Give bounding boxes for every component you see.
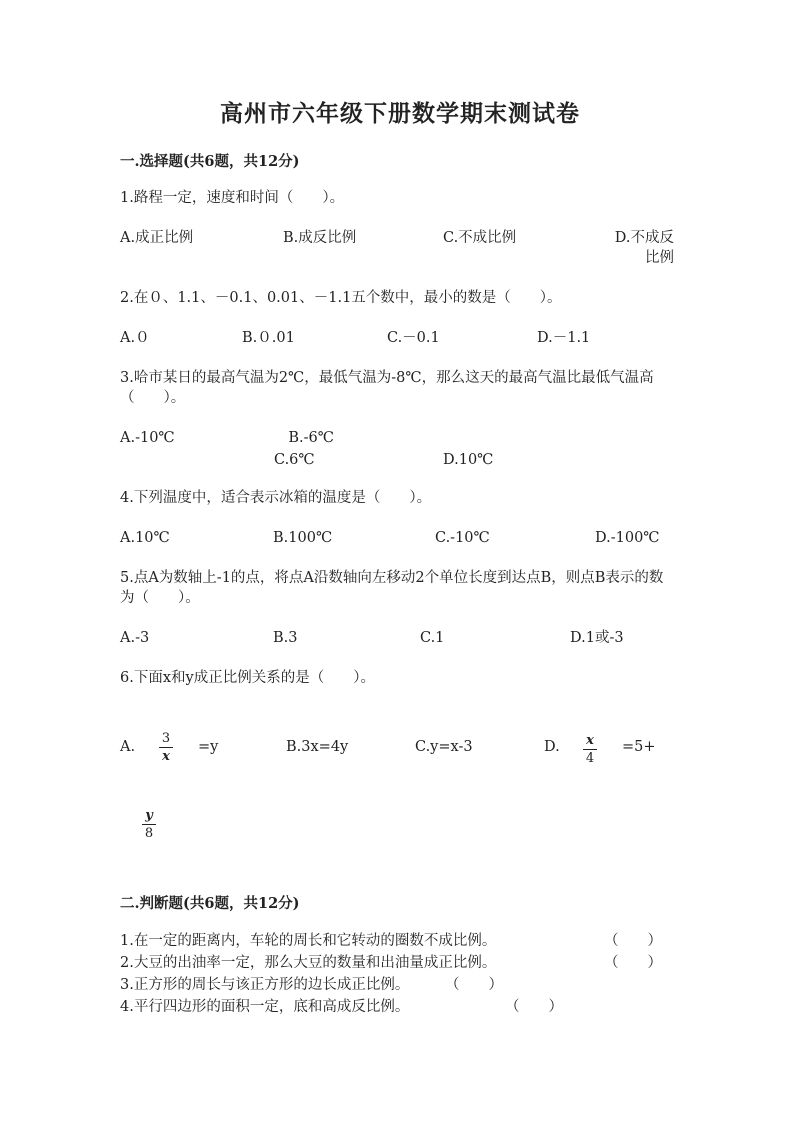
option-d: D.10℃ bbox=[443, 452, 494, 468]
fraction-x-over-4 bbox=[583, 733, 597, 766]
option-c: C.不成比例 bbox=[443, 230, 517, 246]
fraction-denominator: 8 bbox=[144, 826, 154, 841]
question-stem: 1.路程一定，速度和时间（ ）。 bbox=[120, 190, 345, 206]
option-c: C.6℃ bbox=[274, 452, 315, 468]
option-d: D.1或-3 bbox=[570, 630, 624, 646]
option-b: B.3x=4y bbox=[286, 739, 349, 755]
option-d-label: D. bbox=[544, 739, 560, 755]
option-c: C.-10℃ bbox=[435, 530, 490, 546]
fraction-numerator: y bbox=[145, 808, 153, 823]
question-stem: 4.下列温度中，适合表示冰箱的温度是（ ）。 bbox=[120, 490, 432, 506]
judgement-item: 1.在一定的距离内，车轮的周长和它转动的圈数不成比例。 bbox=[120, 933, 497, 949]
option-c: C.y=x-3 bbox=[415, 739, 473, 755]
option-d: D.不成反比例 bbox=[614, 230, 674, 266]
judgement-item: 3.正方形的周长与该正方形的边长成正比例。 bbox=[120, 977, 410, 993]
option-a: A.成正比例 bbox=[120, 230, 194, 246]
fraction-numerator: 3 bbox=[161, 731, 171, 746]
option-d-equation: =5+ bbox=[622, 739, 656, 755]
option-a-equation: =y bbox=[198, 739, 219, 755]
answer-blank[interactable]: （ ） bbox=[604, 955, 662, 971]
exam-title: 高州市六年级下册数学期末测试卷 bbox=[220, 100, 580, 127]
option-a: A.-3 bbox=[120, 630, 150, 646]
option-d: D.－1.1 bbox=[537, 330, 591, 346]
fraction-denominator: x bbox=[162, 749, 170, 764]
question-stem: 5.点A为数轴上-1的点，将点A沿数轴向左移动2个单位长度到达点B，则点B表示的数为（ ）。 bbox=[120, 570, 664, 606]
question-stem: 2.在０、1.1、－0.1、0.01、－1.1五个数中，最小的数是（ ）。 bbox=[120, 290, 562, 306]
answer-blank[interactable]: （ ） bbox=[604, 933, 662, 949]
judgement-item: 4.平行四边形的面积一定，底和高成反比例。 bbox=[120, 999, 410, 1015]
option-b: B.０.01 bbox=[242, 330, 295, 346]
fraction-bar bbox=[159, 747, 173, 748]
option-b: B.-6℃ bbox=[288, 430, 334, 446]
judgement-item: 2.大豆的出油率一定，那么大豆的数量和出油量成正比例。 bbox=[120, 955, 497, 971]
option-a: A.-10℃ bbox=[120, 430, 175, 446]
option-d: D.-100℃ bbox=[595, 530, 660, 546]
question-stem: 3.哈市某日的最高气温为2℃，最低气温为-8℃，那么这天的最高气温比最低气温高（ ）。 bbox=[120, 370, 654, 406]
option-b: B.成反比例 bbox=[283, 230, 357, 246]
fraction-3-over-x bbox=[159, 731, 173, 764]
question-stem: 6.下面x和y成正比例关系的是（ ）。 bbox=[120, 670, 375, 686]
option-a: A.０ bbox=[120, 330, 150, 346]
fraction-y-over-8 bbox=[142, 808, 156, 841]
section-heading-choice: 一.选择题(共6题，共12分) bbox=[120, 153, 300, 170]
option-a-label: A. bbox=[120, 739, 136, 755]
option-a: A.10℃ bbox=[120, 530, 170, 546]
answer-blank[interactable]: （ ） bbox=[505, 999, 563, 1015]
answer-blank[interactable]: （ ） bbox=[445, 977, 503, 993]
option-b: B.100℃ bbox=[273, 530, 333, 546]
option-c: C.－0.1 bbox=[387, 330, 440, 346]
option-b: B.3 bbox=[273, 630, 298, 646]
fraction-bar bbox=[142, 824, 156, 825]
fraction-denominator: 4 bbox=[585, 751, 595, 766]
section-heading-judgement: 二.判断题(共6题，共12分) bbox=[120, 895, 300, 912]
option-c: C.1 bbox=[420, 630, 445, 646]
fraction-bar bbox=[583, 749, 597, 750]
fraction-numerator: x bbox=[586, 733, 594, 748]
